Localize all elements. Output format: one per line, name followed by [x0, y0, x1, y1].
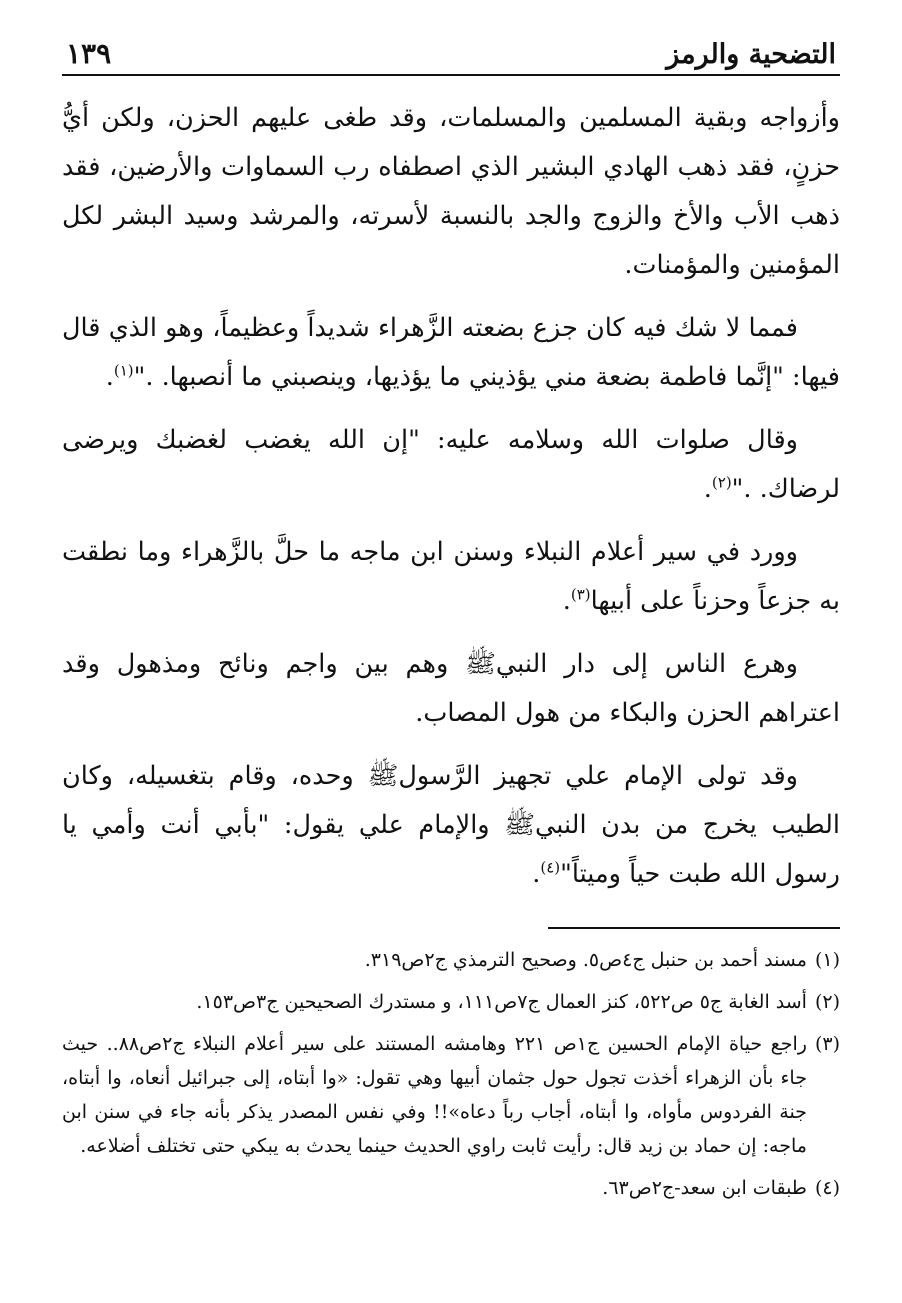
paragraph: وقال صلوات الله وسلامه عليه: "إن الله يغضب لغضبك ويرضى لرضاك. ."$^{(٢)}$.	[62, 425, 840, 504]
footnote	[62, 943, 840, 977]
footnote	[62, 1027, 840, 1163]
paragraph-text: وقد تولى الإمام علي تجهيز الرَّسولﷺ وحده، وقام بتغسيله، وكان الطيب يخرج من بدن النبيﷺ والإمام علي يقول: "بأبي أنت وأمي يا رسول الله طبت حياً وميتاً"	[62, 761, 840, 889]
footnote-ref: (٣)	[570, 585, 591, 604]
footnotes	[62, 943, 840, 1205]
paragraph-text: وهرع الناس إلى دار النبيﷺ وهم بين واجم ونائح ومذهول وقد اعتراهم الحزن والبكاء من هول المصاب.	[62, 649, 840, 728]
paragraph-text: وورد في سير أعلام النبلاء وسنن ابن ماجه ما حلَّ بالزَّهراء وما نطقت به جزعاً وحزناً على أبيها	[62, 537, 840, 616]
footnote-ref: (٢)	[711, 473, 732, 492]
footnote-number: (٣)	[814, 1033, 840, 1055]
chapter-title: التضحية والرمز	[666, 39, 836, 70]
paragraph: فمما لا شك فيه كان جزع بضعته الزَّهراء شديداً وعظيماً، وهو الذي قال فيها: "إنَّما فاطمة بضعة مني يؤذيني ما يؤذيها، وينصبني ما أنصبها. ."$^{(١)}$.	[62, 313, 840, 392]
paragraph: وورد في سير أعلام النبلاء وسنن ابن ماجه ما حلَّ بالزَّهراء وما نطقت به جزعاً وحزناً على أبيها$^{(٣)}$.	[62, 537, 840, 616]
footnote-number: (١)	[814, 949, 840, 971]
footnote-text: راجع حياة الإمام الحسين ج١ص ٢٢١ وهامشه المستند على سير أعلام النبلاء ج٢ص٨٨.. حيث جاء بأن الزهراء أخذت تجول حول جثمان أبيها وهي تقول: «وا أبتاه، إلى جبرائيل أنعاه، وا أبتاه، جنة الفردوس مأواه، وا أبتاه، أجاب رباً دعاه»!! وفي نفس المصدر يذكر بأنه جاء في سنن ابن ماجه: إن حماد بن زيد قال: رأيت ثابت راوي الحديث حينما يحدث به يبكي حتى تختلف أضلاعه.	[62, 1033, 807, 1157]
paragraph-text: فمما لا شك فيه كان جزع بضعته الزَّهراء شديداً وعظيماً، وهو الذي قال فيها: "إنَّما فاطمة بضعة مني يؤذيني ما يؤذيها، وينصبني ما أنصبها. ."	[62, 313, 840, 392]
footnote	[62, 985, 840, 1019]
paragraph-text: وقال صلوات الله وسلامه عليه: "إن الله يغضب لغضبك ويرضى لرضاك. ."	[62, 425, 840, 504]
footnote-number: (٤)	[814, 1177, 840, 1199]
paragraph: وقد تولى الإمام علي تجهيز الرَّسولﷺ وحده، وقام بتغسيله، وكان الطيب يخرج من بدن النبيﷺ والإمام علي يقول: "بأبي أنت وأمي يا رسول الله طبت حياً وميتاً"$^{(٤)}$.	[62, 761, 840, 889]
footnote-ref: (١)	[113, 361, 134, 380]
body-text	[62, 94, 840, 899]
page-number: ١٣٩	[66, 37, 112, 70]
paragraph	[62, 640, 840, 738]
footnote-divider	[548, 927, 840, 929]
paragraph-text: وأزواجه وبقية المسلمين والمسلمات، وقد طغى عليهم الحزن، ولكن أيُّ حزنٍ، فقد ذهب الهادي البشير الذي اصطفاه رب السماوات والأرضين، فقد ذهب الأب والأخ والزوج والجد بالنسبة لأسرته، والمرشد وسيد البشر لكل المؤمنين والمؤمنات.	[62, 103, 840, 280]
paragraph	[62, 94, 840, 290]
footnote-text: طبقات ابن سعد-ج٢ص٦٣.	[602, 1177, 807, 1199]
running-header	[62, 28, 840, 76]
footnote-number: (٢)	[814, 991, 840, 1013]
footnote	[62, 1171, 840, 1205]
footnote-ref: (٤)	[540, 858, 561, 877]
footnote-text: مسند أحمد بن حنبل ج٤ص٥. وصحيح الترمذي ج٢ص٣١٩.	[364, 949, 807, 971]
footnote-text: أسد الغابة ج٥ ص٥٢٢، كنز العمال ج٧ص١١١، و مستدرك الصحيحين ج٣ص١٥٣.	[196, 991, 807, 1013]
